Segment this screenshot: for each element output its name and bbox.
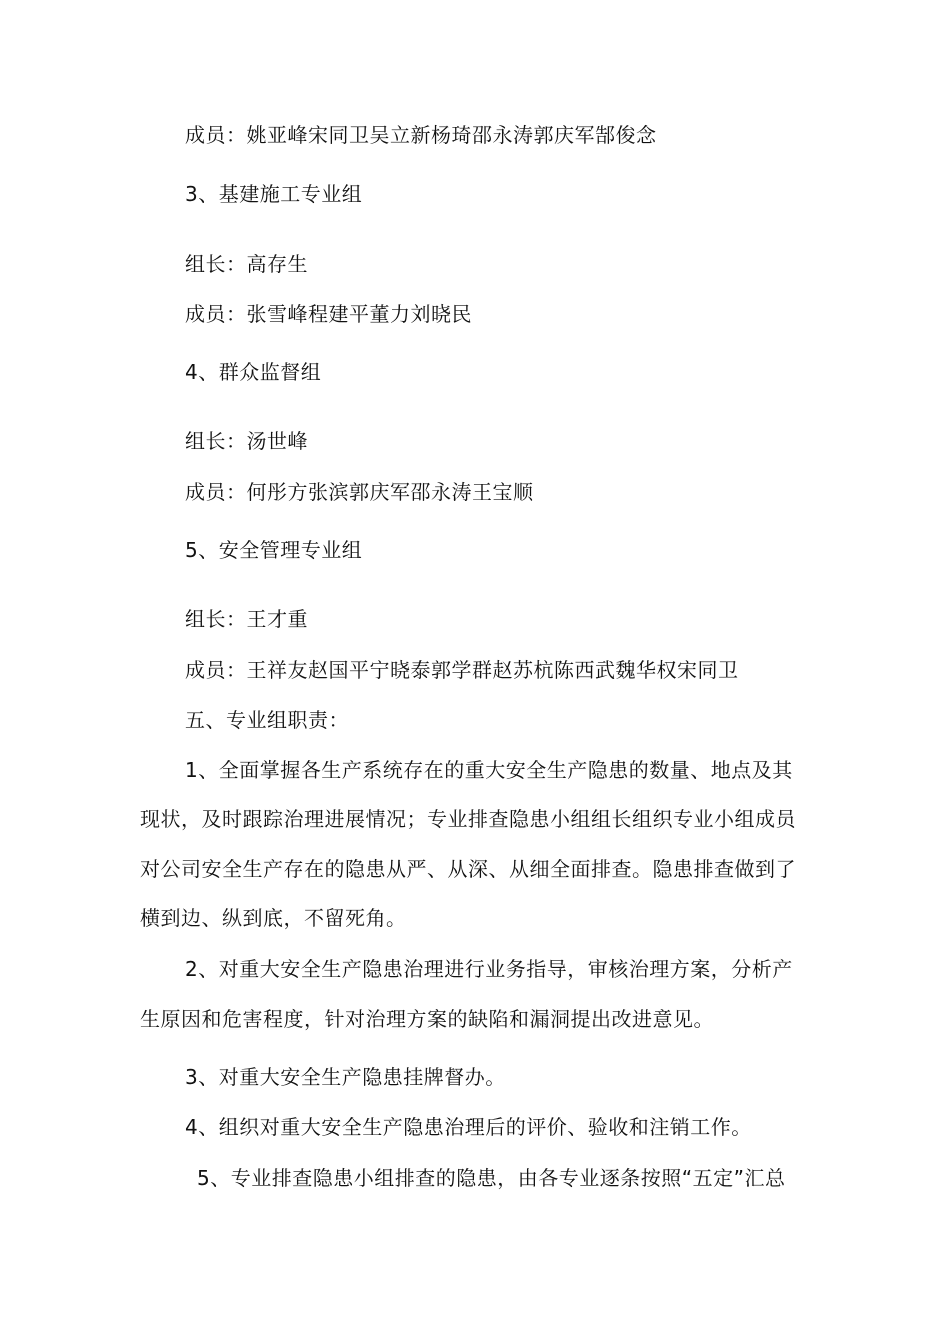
leader-line: 组长：汤世峰 — [185, 429, 308, 453]
leader-line: 组长：王才重 — [185, 607, 308, 631]
members-line: 成员：张雪峰程建平董力刘晓民 — [185, 302, 472, 326]
group-heading: 5、安全管理专业组 — [185, 538, 363, 562]
paragraph-line: 现状，及时跟踪治理进展情况；专业排查隐患小组组长组织专业小组成员 — [140, 807, 796, 831]
members-line: 成员：姚亚峰宋同卫吴立新杨琦邵永涛郭庆军郜俊念 — [185, 123, 657, 147]
paragraph-line: 5、专业排查隐患小组排查的隐患，由各专业逐条按照“五定”汇总 — [197, 1166, 786, 1190]
members-line: 成员：何彤方张滨郭庆军邵永涛王宝顺 — [185, 480, 534, 504]
paragraph-line: 横到边、纵到底，不留死角。 — [140, 906, 407, 930]
paragraph-line: 3、对重大安全生产隐患挂牌督办。 — [185, 1065, 506, 1089]
members-line: 成员：王祥友赵国平宁晓泰郭学群赵苏杭陈西武魏华权宋同卫 — [185, 658, 739, 682]
leader-line: 组长：高存生 — [185, 252, 308, 276]
paragraph-line: 4、组织对重大安全生产隐患治理后的评价、验收和注销工作。 — [185, 1115, 752, 1139]
paragraph-line: 生原因和危害程度，针对治理方案的缺陷和漏洞提出改进意见。 — [140, 1007, 714, 1031]
paragraph-line: 1、全面掌握各生产系统存在的重大安全生产隐患的数量、地点及其 — [185, 758, 793, 782]
paragraph-line: 2、对重大安全生产隐患治理进行业务指导，审核治理方案，分析产 — [185, 957, 793, 981]
section-heading: 五、专业组职责： — [185, 708, 349, 732]
paragraph-line: 对公司安全生产存在的隐患从严、从深、从细全面排查。隐患排查做到了 — [140, 857, 796, 881]
group-heading: 3、基建施工专业组 — [185, 182, 363, 206]
group-heading: 4、群众监督组 — [185, 360, 322, 384]
